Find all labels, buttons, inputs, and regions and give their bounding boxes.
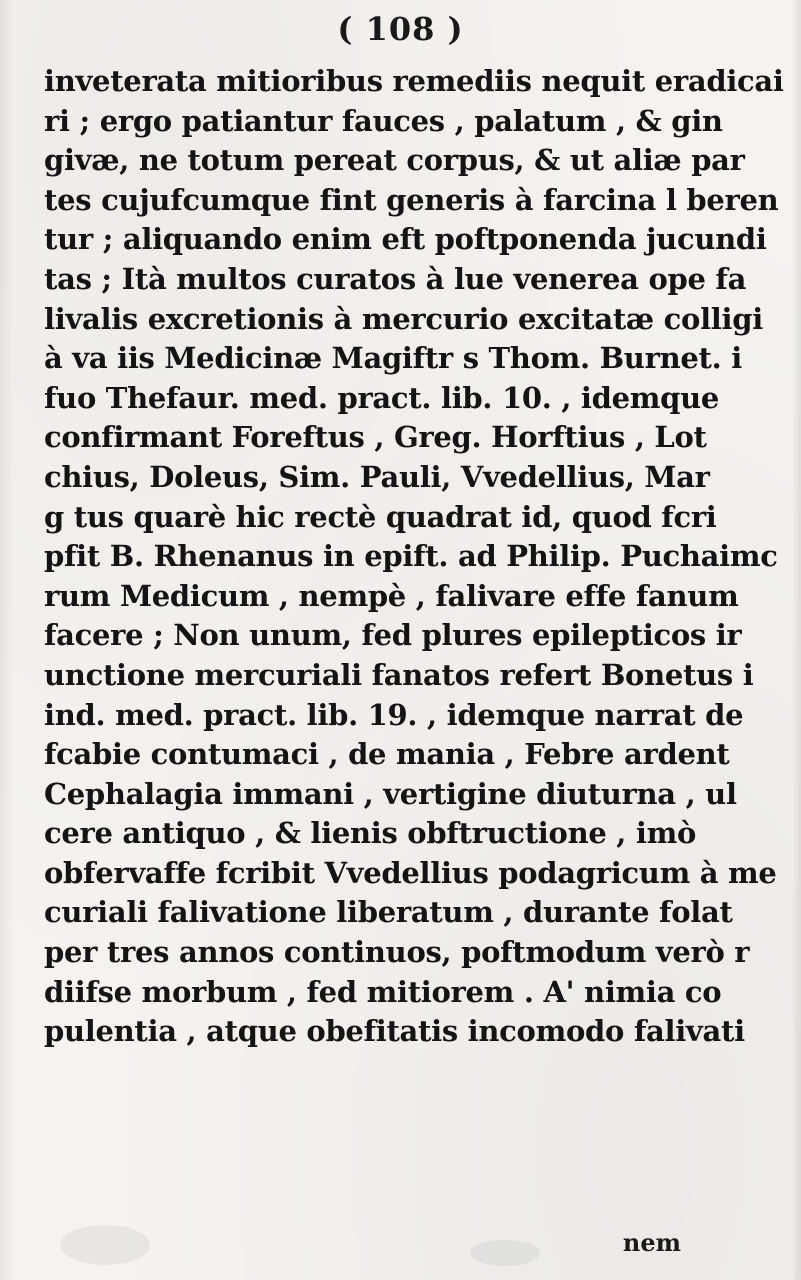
text-line: pfit B. Rhenanus in epift. ad Philip. Puchaimc [44,539,778,574]
text-line: pulentia , atque obefitatis incomodo falivati [44,1014,745,1049]
text-line: à va iis Medicinæ Magiftr s Thom. Burnet. i [44,341,742,376]
text-line: rum Medicum , nempè , falivare effe fanum [44,578,739,613]
catchword: nem [622,1228,681,1257]
text-line: givæ, ne totum pereat corpus, & ut aliæ par [44,143,745,178]
paper-stain [60,1225,150,1265]
text-line: tas ; Ità multos curatos à lue venerea ope fa [44,261,747,296]
text-line: tes cujufcumque fint generis à farcina l beren [44,182,779,217]
text-line: per tres annos continuos, poftmodum verò r [44,935,750,970]
paper-stain [470,1240,540,1266]
text-line: diifse morbum , fed mitiorem . A' nimia co [44,974,722,1009]
text-line: obfervaffe fcribit Vvedellius podagricum à me [44,855,777,890]
text-line: ind. med. pract. lib. 19. , idemque narrat de [44,697,744,732]
page-number: ( 108 ) [337,10,464,48]
text-line: ri ; ergo patiantur fauces , palatum , & gin [44,103,723,138]
text-line: g tus quarè hic rectè quadrat id, quod fcri [44,499,717,534]
text-line: Cephalagia immani , vertigine diuturna , ul [44,776,737,811]
text-line: fuo Thefaur. med. pract. lib. 10. , idemque [44,380,720,415]
page-gutter-shadow [0,0,14,1280]
text-line: unctione mercuriali fanatos refert Bonetus i [44,657,754,692]
body-text [44,62,799,1052]
text-line: inveterata mitioribus remediis nequit eradicai [44,64,784,98]
text-line: cere antiquo , & lienis obftructione , imò [44,816,697,851]
text-line: curiali falivatione liberatum , durante folat [44,895,733,930]
text-line: chius, Doleus, Sim. Pauli, Vvedellius, Mar [44,459,710,494]
text-line: fcabie contumaci , de mania , Febre ardent [44,737,730,772]
text-line: livalis excretionis à mercurio excitatæ colligi [44,301,763,336]
text-line: tur ; aliquando enim eft poftponenda jucundi [44,222,767,257]
text-line: facere ; Non unum, fed plures epilepticos ir [44,618,742,653]
text-line: confirmant Foreftus , Greg. Horftius , Lot [44,420,707,455]
